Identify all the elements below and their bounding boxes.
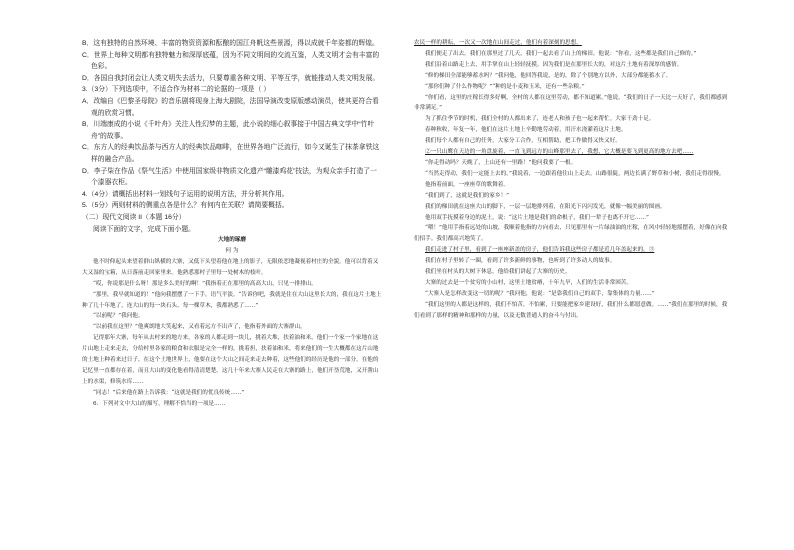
story-paragraph: 我们在村子里转了一圈，看到了许多新鲜的事物，也听到了许多动人的故事。	[425, 258, 616, 265]
story-paragraph: 我们沿着山路走上去，用手掌在山上轻轻抚摸。因为我们是在那里长大的，对这片土地有着深厚的感情。	[425, 61, 683, 68]
story-paragraph: 大寨的过去是一个贫穷的小山村，这里土地贫瘠，十年九旱，人们的生活非常困苦。	[425, 279, 632, 286]
story-paragraph: “大寨人是怎样改变这一切的呢？”我问他，他说：“是靠我们自己的双手，靠集体的力量……”	[425, 290, 655, 297]
story-paragraph: “当然走得动，我们一定能上去的。”我说着，一边跟着他往山上走去。山路很陡，两边长满了野草和小树，我们走得很慢。	[425, 170, 725, 177]
story-paragraph: “哎，你说那是什么呀！那是多么美好的啊！”我指着正在那里的高高大山，只见一排排山。	[93, 280, 317, 287]
option-b: B．这有独特的自然环境、丰富的物资资源和酝酿的国江舟帆这些景源，得以成就千年姿都的辉煌。	[82, 40, 379, 47]
question-4: 4.（4分）请概括出材料一划线句子运用的说明方法，并分析其作用。	[82, 190, 289, 198]
question-5: 5.（5分）两则材料的侧重点各是什么？有何内在关联？请简要概括。	[82, 202, 289, 210]
story-paragraph: 我们每个人都有自己的任务，大家分工合作，互相帮助，把工作做得又快又好。	[425, 138, 621, 145]
question-3: 3.（3分）下列选项中，不适合作为材料二的论据的一项是（ ）	[82, 86, 271, 94]
story-paragraph: 他不时仰起头来望着群山纵横的大寨，又低下头望着他在地上的影子，无限依恋地凝视着村庄的全貌。他可以背着又大又湿的宝箱，从日落前走回家里来。他熟悉那村子里每一处树木的枝叶。	[82, 258, 379, 276]
left-column	[82, 38, 382, 410]
underlined-passage-2: ②一只山鹰在天边的一角盘旋着，一直飞到远方的山峰那里去了，我想，它大概是要飞到更高的地方去吧……	[425, 149, 694, 156]
story-paragraph: “那里，我早就知道的！”他向我摆摆了一下手，语气平淡。“告诉你吧，我就是住在大山这里长大的，我在这片土地上种了几十年地了，连大山的每一块石头、每一棵草木，我都熟悉了……”	[82, 291, 382, 309]
story-paragraph: “修的梯田全部能够蓄水吗？”我问他，他回答我说，是的，除了个别地方以外，大部分都能蓄水了。	[425, 72, 672, 79]
story-paragraph: 农民一样的耕耘，一次又一次地在山间走过，他们有着深刻的思想。	[414, 40, 582, 46]
story-paragraph: “你们看，这里的庄稼长得多好啊，全村的人都在这里劳动，都不知道累。”他说，“我们的日子一天比一天好了，我们都感到非常满足。”	[414, 94, 728, 112]
story-title: 大地的琢磨	[218, 237, 246, 244]
story-paragraph: “我们到了，这就是我们的家乡！”	[425, 192, 510, 199]
story-paragraph: “那你们种了什么作物呢？”“种的是小麦和玉米，还有一些杂粮。”	[425, 83, 585, 90]
story-paragraph: 他指着前面，一座座草的歌舞着。	[425, 181, 509, 188]
story-paragraph: 春种秋收，年复一年，他们在这片土地上辛勤地劳动着，用汗水浇灌着这片土地。	[425, 127, 627, 134]
reading-instruction: 阅读下面的文字，完成下面小题。	[93, 225, 195, 233]
question-3-option-c: C．东方人的经典饮品茶与西方人的经典饮品咖啡，在世界各地广泛流行，如今又诞生了抹茶拿铁这样的融合产品。	[82, 144, 380, 163]
story-paragraph: 我们的梯田就在这座大山的脚下，一层一层地排列着，在阳光下闪闪发光，就像一幅美丽的图画。	[425, 203, 666, 210]
question-6: 6．下列对文中大山的描写，理解不恰当的一项是……	[93, 400, 226, 407]
story-paragraph: 为了抓住季节的时机，我们全村的人都出来了，连老人和孩子也一起来帮忙。大家干劲十足。	[425, 116, 655, 123]
story-paragraph: 我们坐在村头的大树下休息，他给我们讲起了大寨的历史。	[425, 269, 571, 276]
story-paragraph: 我们便走了出去。我们在那里过了几天，我们一起去看了山上的梯田。他说：“你看，这些都是我们自己修的。”	[425, 50, 697, 57]
underlined-passage-3: 我们走进了村子里，看到了一座座新盖的房子，他们告诉我这些房子都是近几年盖起来的。③	[425, 247, 655, 254]
story-paragraph: 记得那年大寨，每年从去村来的地方来，各家的人都走到一块儿，挑着大堆，扶着油和米，他们一个家一个家地在这片山地上走来走去，分给村里各家的粮食和衣服是完全一样的，挑着担，扶着油和米，将来他们的一生大概都在这片山地的土地上种着来过日子，在这个土地世界上，他要在这个大山之间走来走去种着，这些他们的经历是他的一部分，在他的记忆里一直都存在着，而且大山的变化他看得清清楚楚。这几十年来大寨人民走在大寨的路上，他们开垦荒地，又开凿山上的水渠，修筑水库……	[82, 335, 379, 385]
right-column	[414, 38, 728, 322]
story-paragraph: “同志！”后来他在路上告诉我：“这就是我们的优良传统……”	[93, 389, 245, 396]
question-3-option-a: A．改编自《巴黎圣母院》的音乐剧将现身上海大剧院，法国导演改变原版感动演员，使其更符合看观的欣赏习惯。	[82, 97, 379, 117]
option-d: D．各国自我封闭会让人类文明失去活力，只要尊重各种文明、平等互学，就能推动人类文明发展。	[82, 74, 380, 82]
story-paragraph: “以前呢？”我问他。	[93, 313, 144, 320]
option-c: C．世界上每种文明都有独特魅力和深厚底蕴，因为不同文明间的交流互鉴，人类文明才会有丰富的色彩。	[82, 51, 380, 71]
story-paragraph: “我们这里的人都是这样的，我们不怕苦，不怕累，只要能把家乡建设好，我们什么都愿意做。……”我们在那里的时候，我们看到了那样的精神和那样的力量，以及无数普通人的奋斗与付出。	[414, 301, 728, 319]
section-heading: （二）现代文阅读 II（本题 16分）	[82, 213, 186, 221]
question-3-option-b: B．川端康成的小说《千叶舟》关注人性幻梦的主题，此小说的细心叙事接于中国古典文学中“竹叶舟”的故事。	[82, 121, 375, 140]
story-author: 何 为	[225, 248, 239, 254]
story-paragraph: “喂！”他用手指着远处的山坡，我顺着他指的方向看去，只见那里有一片绿油油的庄稼，在风中轻轻地摇摆着，好像在向我们招手。我们都高兴地笑了。	[414, 225, 728, 243]
question-3-option-d: D．李子柒在作品《祭气生活》中使用国家级非物质文化遗产“雕漆鸡花”技法，为观众亲手打造了一个漆器衣柜。	[82, 167, 377, 187]
story-paragraph: “以前我在这里？”他爽朗地大笑起来，又看着远方不出声了，他指着外面的大寨群山。	[93, 324, 306, 331]
story-paragraph: 他用双手抚摸着身边的泥土，说：“这片土地是我们的命根子，我们一辈子也离不开它……”	[425, 214, 649, 221]
story-paragraph: “你走得动吗？天晚了，上山还有一里路！”他问我要了一根。	[425, 159, 577, 166]
